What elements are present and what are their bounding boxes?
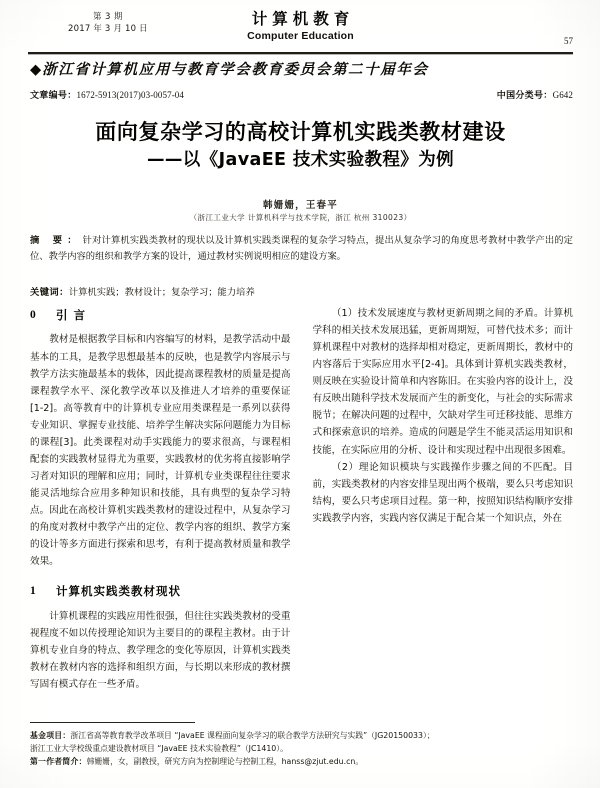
- article-meta-row: [30, 88, 573, 101]
- journal-title-en: Computer Education: [247, 30, 354, 43]
- article-number: [30, 88, 184, 101]
- article-number-value: 1672-5913(2017)03-0057-04: [76, 90, 185, 100]
- clc-number-value: G642: [552, 90, 573, 100]
- banner-bullet-icon: ◆: [30, 61, 42, 78]
- conference-banner-text: 浙江省计算机应用与教育学会教育委员会第二十届年会: [42, 61, 429, 78]
- column-right: [313, 305, 574, 715]
- footnote-divider: [30, 722, 195, 723]
- conference-banner: [30, 58, 575, 79]
- abstract-text: 针对计算机实践类教材的现状以及计算机实践类课程的复杂学习特点，提出从复杂学习的角度思考教材中教学产出的定位、教学内容的组织和教学方案的设计，通过教材实例说明相应的建设方案。: [30, 235, 573, 262]
- section-0-number: 0: [30, 309, 37, 321]
- fund-note-label: 基金项目：: [30, 731, 71, 740]
- page-masthead: [28, 10, 573, 56]
- keywords-block: [30, 285, 573, 301]
- body-columns: [30, 305, 573, 715]
- page-number: 57: [564, 36, 573, 46]
- keywords-label: 关键词：: [30, 287, 69, 298]
- page-title: 面向复杂学习的高校计算机实践类教材建设: [95, 120, 506, 144]
- section-1-title: 计算机实践类教材现状: [56, 584, 181, 599]
- section-1-number: 1: [30, 585, 37, 598]
- article-number-label: 文章编号：: [30, 91, 77, 101]
- column-left: [30, 305, 291, 715]
- author-affiliation: （浙江工业大学 计算机科学与技术学院，浙江 杭州 310023）: [189, 213, 412, 222]
- abstract-block: [30, 233, 573, 265]
- issue-date: 2017 年 3 月 10 日: [68, 24, 148, 35]
- section-0-title: 引 言: [56, 308, 87, 322]
- author-note-line: [30, 755, 573, 768]
- footnote-block: [30, 729, 573, 768]
- article-title-block: [28, 118, 573, 174]
- section-heading-1: [30, 581, 291, 601]
- fund-note-line-1: [30, 729, 573, 742]
- masthead-divider: [28, 52, 573, 54]
- paragraph: 教材是根据教学目标和内容编写的材料，是教学活动中最基本的工具，是教学思想最基本的反映，也是教学内容展示与教学方法实施最基本的载体，因此提高课程教材的质量是提高课程教学水平、深化教学改革以及推进人才培养的重要保证[1-2]。高等教育中的计算机专业应用类课程是一系列以获得专业知识、掌握专业技能、培养学生解决实际问题能力为目标的课程[3]。此类课程对动手实践能力的要求很高，与课程相配套的实践教材显得尤为重要，实践教材的优劣将直接影响学习者对知识的理解和应用；同时，计算机专业类课程往往要求能灵活地综合应用多种知识和技能，具有典型的复杂学习特点。因此在高校计算机实践类教材的建设过程中，从复杂学习的角度对教材中教学产出的定位、教学内容的组织、教学方案的设计等多方面进行探索和思考，有利于提高教材质量和教学效果。: [30, 334, 291, 568]
- author-list: 韩姗姗，王春平: [263, 200, 338, 211]
- clc-number: [497, 88, 573, 101]
- fund-note-text-1: 浙江省高等教育教学改革项目 “JavaEE 课程面向复杂学习的联合教学方法研究与实践”（JG20150033）；: [70, 731, 435, 740]
- paragraph: （2）理论知识模块与实践操作步骤之间的不匹配。目前，实践类教材的内容安排呈现出两个极端，要么只考虑知识结构，要么只考虑项目过程。第一种，按照知识结构顺序安排实践教学内容，实践内容仅满足于配合某一个知识点，外在: [312, 461, 573, 524]
- article-subtitle: ——以《JavaEE 技术实验教程》为例: [146, 150, 455, 171]
- issue-number: 第 3 期: [93, 12, 123, 22]
- author-note-text: 韩姗姗，女，副教授，研究方向为控制理论与控制工程，hanss@zjut.edu.cn。: [86, 757, 364, 767]
- journal-title-cn: 计算机教育: [251, 10, 355, 28]
- keywords-text: 计算机实践；教材设计；复杂学习；能力培养: [68, 287, 255, 298]
- abstract-label: 摘 要：: [30, 235, 82, 246]
- section-heading-0: [30, 305, 291, 325]
- paragraph: （1）技术发展速度与教材更新周期之间的矛盾。计算机学科的相关技术发展迅猛，更新周期短，可替代技术多；而计算机课程中对教材的选择却相对稳定，更新周期长，教材中的内容落后于实际应用水平[2-4]。具体到计算机实践类教材，则反映在实验设计简单和内容陈旧。在实验内容的设计上，没有反映出随科学技术发展而产生的新变化，与社会的实际需求脱节；在解决问题的过程中，欠缺对学生可迁移技能、思维方式和探索意识的培养。造成的问题是学生不能灵活运用知识和技能，在实际应用的分析、设计和实现过程中出现很多困难。: [312, 308, 573, 456]
- fund-note-line-2: 浙江工业大学校级重点建设教材项目 “JavaEE 技术实验教程”（JC1410）。: [30, 744, 288, 754]
- paragraph: 计算机课程的实践应用性很强，但往往实践类教材的受重视程度不如以传授理论知识为主要目的的课程主教材。由于计算机专业自身的特点、教学理念的变化等原因，计算机实践类教材在教材内容的选择和组织方面，与长期以来形成的教材撰写固有模式存在一些矛盾。: [30, 610, 291, 691]
- author-note-label: 第一作者简介：: [30, 757, 87, 767]
- clc-number-label: 中国分类号：: [496, 91, 553, 101]
- journal-title-block: [28, 10, 573, 42]
